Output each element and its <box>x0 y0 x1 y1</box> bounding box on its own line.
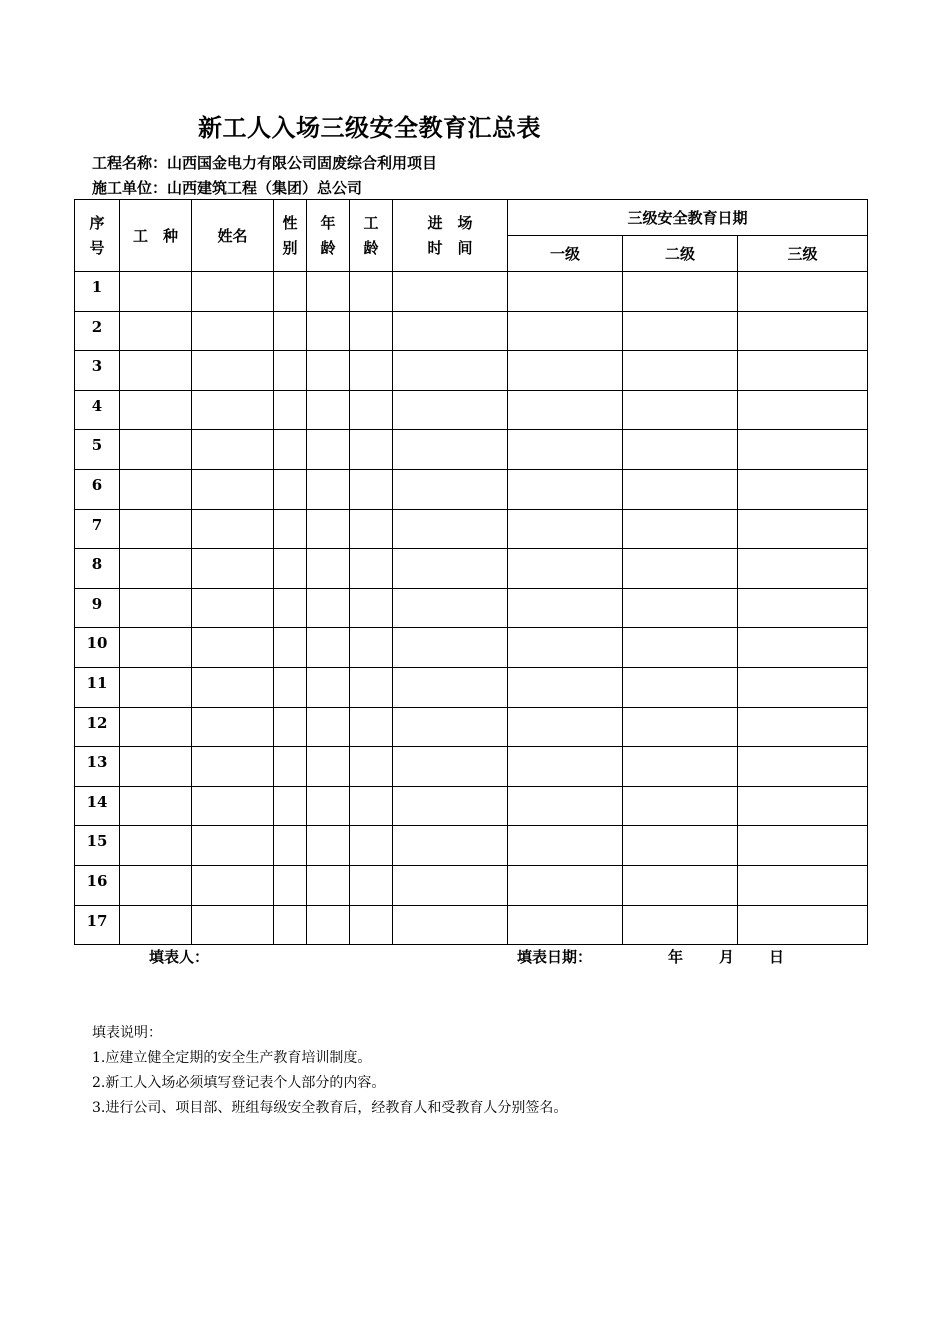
contractor-label: 施工单位： <box>92 179 168 197</box>
table-row <box>75 272 868 312</box>
age-cell[interactable] <box>307 390 350 430</box>
row-number: 16 <box>75 865 120 905</box>
header-gender-line1: 性 <box>282 213 298 232</box>
level2-date-cell[interactable] <box>623 786 738 826</box>
level2-date-cell[interactable] <box>623 430 738 470</box>
level1-date-cell[interactable] <box>508 865 623 905</box>
trade-cell[interactable] <box>120 351 192 391</box>
level1-date-cell[interactable] <box>508 509 623 549</box>
gender-cell[interactable] <box>274 469 307 509</box>
table-row <box>75 588 868 628</box>
row-number: 14 <box>75 786 120 826</box>
header-edu-date-group: 三级安全教育日期 <box>508 200 868 236</box>
work-age-cell[interactable] <box>350 628 393 668</box>
header-seq-line1: 序 <box>89 213 105 232</box>
level1-date-cell[interactable] <box>508 272 623 312</box>
work-age-cell[interactable] <box>350 311 393 351</box>
work-age-cell[interactable] <box>350 747 393 787</box>
work-age-cell[interactable] <box>350 351 393 391</box>
gender-cell[interactable] <box>274 826 307 866</box>
trade-cell[interactable] <box>120 747 192 787</box>
name-cell[interactable] <box>192 469 274 509</box>
age-cell[interactable] <box>307 865 350 905</box>
entry-time-cell[interactable] <box>393 628 508 668</box>
level1-date-cell[interactable] <box>508 747 623 787</box>
level2-date-cell[interactable] <box>623 905 738 945</box>
header-entry-time-line1: 进 场 <box>427 213 473 232</box>
trade-cell[interactable] <box>120 549 192 589</box>
row-number: 12 <box>75 707 120 747</box>
entry-time-cell[interactable] <box>393 272 508 312</box>
work-age-cell[interactable] <box>350 667 393 707</box>
fill-date-label: 填表日期： <box>517 948 593 966</box>
level3-date-cell[interactable] <box>738 430 868 470</box>
gender-cell[interactable] <box>274 390 307 430</box>
trade-cell[interactable] <box>120 390 192 430</box>
trade-cell[interactable] <box>120 311 192 351</box>
row-number: 7 <box>75 509 120 549</box>
work-age-cell[interactable] <box>350 272 393 312</box>
gender-cell[interactable] <box>274 786 307 826</box>
level3-date-cell[interactable] <box>738 865 868 905</box>
header-entry-time-line2: 时 间 <box>427 238 473 257</box>
level3-date-cell[interactable] <box>738 311 868 351</box>
row-number: 17 <box>75 905 120 945</box>
level3-date-cell[interactable] <box>738 272 868 312</box>
table-row <box>75 786 868 826</box>
header-level2: 二级 <box>623 236 738 272</box>
table-row <box>75 430 868 470</box>
work-age-cell[interactable] <box>350 430 393 470</box>
age-cell[interactable] <box>307 469 350 509</box>
instructions <box>92 1021 567 1121</box>
work-age-cell[interactable] <box>350 588 393 628</box>
project-name-label: 工程名称： <box>92 154 168 172</box>
table-row <box>75 549 868 589</box>
work-age-cell[interactable] <box>350 469 393 509</box>
gender-cell[interactable] <box>274 628 307 668</box>
instruction-item-1: 1.应建立健全定期的安全生产教育培训制度。 <box>92 1050 372 1066</box>
header-entry-time <box>393 200 508 272</box>
level2-date-cell[interactable] <box>623 826 738 866</box>
row-number: 11 <box>75 667 120 707</box>
age-cell[interactable] <box>307 311 350 351</box>
gender-cell[interactable] <box>274 351 307 391</box>
row-number: 4 <box>75 390 120 430</box>
trade-cell[interactable] <box>120 865 192 905</box>
filler-label: 填表人： <box>149 948 210 966</box>
header-age <box>307 200 350 272</box>
gender-cell[interactable] <box>274 865 307 905</box>
table-row <box>75 865 868 905</box>
name-cell[interactable] <box>192 311 274 351</box>
table-row <box>75 509 868 549</box>
contractor-line <box>92 177 362 198</box>
contractor-value: 山西建筑工程（集团）总公司 <box>167 179 363 197</box>
header-trade: 工 种 <box>120 200 192 272</box>
level1-date-cell[interactable] <box>508 311 623 351</box>
header-age-line1: 年 <box>320 213 336 232</box>
work-age-cell[interactable] <box>350 390 393 430</box>
age-cell[interactable] <box>307 747 350 787</box>
project-name-line <box>92 152 437 173</box>
level2-date-cell[interactable] <box>623 628 738 668</box>
table-row <box>75 707 868 747</box>
header-gender <box>274 200 307 272</box>
entry-time-cell[interactable] <box>393 390 508 430</box>
level2-date-cell[interactable] <box>623 747 738 787</box>
entry-time-cell[interactable] <box>393 588 508 628</box>
trade-cell[interactable] <box>120 786 192 826</box>
name-cell[interactable] <box>192 588 274 628</box>
row-number: 8 <box>75 549 120 589</box>
level2-date-cell[interactable] <box>623 509 738 549</box>
instruction-item-3: 3.进行公司、项目部、班组每级安全教育后，经教育人和受教育人分别签名。 <box>92 1100 568 1116</box>
entry-time-cell[interactable] <box>393 430 508 470</box>
entry-time-cell[interactable] <box>393 667 508 707</box>
name-cell[interactable] <box>192 667 274 707</box>
level1-date-cell[interactable] <box>508 707 623 747</box>
level2-date-cell[interactable] <box>623 549 738 589</box>
gender-cell[interactable] <box>274 667 307 707</box>
level2-date-cell[interactable] <box>623 588 738 628</box>
year-label: 年 <box>668 948 684 966</box>
header-level1: 一级 <box>508 236 623 272</box>
entry-time-cell[interactable] <box>393 311 508 351</box>
row-number: 15 <box>75 826 120 866</box>
level2-date-cell[interactable] <box>623 272 738 312</box>
work-age-cell[interactable] <box>350 786 393 826</box>
level2-date-cell[interactable] <box>623 311 738 351</box>
name-cell[interactable] <box>192 272 274 312</box>
name-cell[interactable] <box>192 628 274 668</box>
table-row <box>75 905 868 945</box>
age-cell[interactable] <box>307 628 350 668</box>
level2-date-cell[interactable] <box>623 707 738 747</box>
header-seq-line2: 号 <box>89 238 105 257</box>
trade-cell[interactable] <box>120 826 192 866</box>
gender-cell[interactable] <box>274 430 307 470</box>
table-row <box>75 667 868 707</box>
row-number: 9 <box>75 588 120 628</box>
level3-date-cell[interactable] <box>738 549 868 589</box>
gender-cell[interactable] <box>274 509 307 549</box>
level1-date-cell[interactable] <box>508 667 623 707</box>
gender-cell[interactable] <box>274 747 307 787</box>
gender-cell[interactable] <box>274 707 307 747</box>
entry-time-cell[interactable] <box>393 351 508 391</box>
level3-date-cell[interactable] <box>738 509 868 549</box>
trade-cell[interactable] <box>120 430 192 470</box>
level1-date-cell[interactable] <box>508 628 623 668</box>
level3-date-cell[interactable] <box>738 588 868 628</box>
page-title: 新工人入场三级安全教育汇总表 <box>198 113 541 142</box>
level3-date-cell[interactable] <box>738 905 868 945</box>
name-cell[interactable] <box>192 509 274 549</box>
row-number: 1 <box>75 272 120 312</box>
level1-date-cell[interactable] <box>508 351 623 391</box>
trade-cell[interactable] <box>120 588 192 628</box>
entry-time-cell[interactable] <box>393 549 508 589</box>
level1-date-cell[interactable] <box>508 430 623 470</box>
row-number: 3 <box>75 351 120 391</box>
work-age-cell[interactable] <box>350 707 393 747</box>
level2-date-cell[interactable] <box>623 667 738 707</box>
row-number: 13 <box>75 747 120 787</box>
level1-date-cell[interactable] <box>508 588 623 628</box>
work-age-cell[interactable] <box>350 549 393 589</box>
name-cell[interactable] <box>192 747 274 787</box>
table-row <box>75 351 868 391</box>
name-cell[interactable] <box>192 865 274 905</box>
entry-time-cell[interactable] <box>393 707 508 747</box>
entry-time-cell[interactable] <box>393 865 508 905</box>
level3-date-cell[interactable] <box>738 469 868 509</box>
header-level3: 三级 <box>738 236 868 272</box>
project-name-value: 山西国金电力有限公司固废综合利用项目 <box>167 154 438 172</box>
level2-date-cell[interactable] <box>623 351 738 391</box>
trade-cell[interactable] <box>120 509 192 549</box>
gender-cell[interactable] <box>274 272 307 312</box>
entry-time-cell[interactable] <box>393 826 508 866</box>
age-cell[interactable] <box>307 905 350 945</box>
header-age-line2: 龄 <box>320 238 336 257</box>
level1-date-cell[interactable] <box>508 826 623 866</box>
table-row <box>75 469 868 509</box>
level3-date-cell[interactable] <box>738 351 868 391</box>
entry-time-cell[interactable] <box>393 747 508 787</box>
instructions-heading: 填表说明： <box>92 1025 162 1041</box>
level2-date-cell[interactable] <box>623 390 738 430</box>
level3-date-cell[interactable] <box>738 628 868 668</box>
name-cell[interactable] <box>192 905 274 945</box>
age-cell[interactable] <box>307 826 350 866</box>
trade-cell[interactable] <box>120 628 192 668</box>
entry-time-cell[interactable] <box>393 786 508 826</box>
name-cell[interactable] <box>192 430 274 470</box>
age-cell[interactable] <box>307 786 350 826</box>
name-cell[interactable] <box>192 390 274 430</box>
level2-date-cell[interactable] <box>623 469 738 509</box>
age-cell[interactable] <box>307 509 350 549</box>
table-row <box>75 747 868 787</box>
name-cell[interactable] <box>192 786 274 826</box>
name-cell[interactable] <box>192 707 274 747</box>
table-body <box>75 272 868 945</box>
level1-date-cell[interactable] <box>508 469 623 509</box>
age-cell[interactable] <box>307 588 350 628</box>
age-cell[interactable] <box>307 351 350 391</box>
age-cell[interactable] <box>307 549 350 589</box>
instruction-item-2: 2.新工人入场必须填写登记表个人部分的内容。 <box>92 1075 386 1091</box>
row-number: 10 <box>75 628 120 668</box>
month-label: 月 <box>719 948 735 966</box>
level1-date-cell[interactable] <box>508 549 623 589</box>
header-gender-line2: 别 <box>282 238 298 257</box>
table-row <box>75 628 868 668</box>
row-number: 6 <box>75 469 120 509</box>
trade-cell[interactable] <box>120 272 192 312</box>
entry-time-cell[interactable] <box>393 905 508 945</box>
header-work-age-line1: 工 <box>363 213 379 232</box>
level3-date-cell[interactable] <box>738 707 868 747</box>
table-row <box>75 311 868 351</box>
row-number: 5 <box>75 430 120 470</box>
row-number: 2 <box>75 311 120 351</box>
gender-cell[interactable] <box>274 311 307 351</box>
age-cell[interactable] <box>307 667 350 707</box>
gender-cell[interactable] <box>274 588 307 628</box>
header-seq <box>75 200 120 272</box>
header-work-age <box>350 200 393 272</box>
name-cell[interactable] <box>192 549 274 589</box>
level2-date-cell[interactable] <box>623 865 738 905</box>
table-row <box>75 826 868 866</box>
level3-date-cell[interactable] <box>738 786 868 826</box>
level1-date-cell[interactable] <box>508 390 623 430</box>
age-cell[interactable] <box>307 430 350 470</box>
trade-cell[interactable] <box>120 469 192 509</box>
work-age-cell[interactable] <box>350 865 393 905</box>
work-age-cell[interactable] <box>350 826 393 866</box>
table-row <box>75 390 868 430</box>
gender-cell[interactable] <box>274 549 307 589</box>
level3-date-cell[interactable] <box>738 826 868 866</box>
header-work-age-line2: 龄 <box>363 238 379 257</box>
level1-date-cell[interactable] <box>508 786 623 826</box>
name-cell[interactable] <box>192 351 274 391</box>
education-summary-table <box>74 199 868 945</box>
age-cell[interactable] <box>307 272 350 312</box>
work-age-cell[interactable] <box>350 905 393 945</box>
trade-cell[interactable] <box>120 667 192 707</box>
gender-cell[interactable] <box>274 905 307 945</box>
level1-date-cell[interactable] <box>508 905 623 945</box>
name-cell[interactable] <box>192 826 274 866</box>
work-age-cell[interactable] <box>350 509 393 549</box>
header-name: 姓名 <box>192 200 274 272</box>
trade-cell[interactable] <box>120 707 192 747</box>
age-cell[interactable] <box>307 707 350 747</box>
level3-date-cell[interactable] <box>738 667 868 707</box>
level3-date-cell[interactable] <box>738 747 868 787</box>
level3-date-cell[interactable] <box>738 390 868 430</box>
entry-time-cell[interactable] <box>393 509 508 549</box>
day-label: 日 <box>769 948 785 966</box>
entry-time-cell[interactable] <box>393 469 508 509</box>
trade-cell[interactable] <box>120 905 192 945</box>
